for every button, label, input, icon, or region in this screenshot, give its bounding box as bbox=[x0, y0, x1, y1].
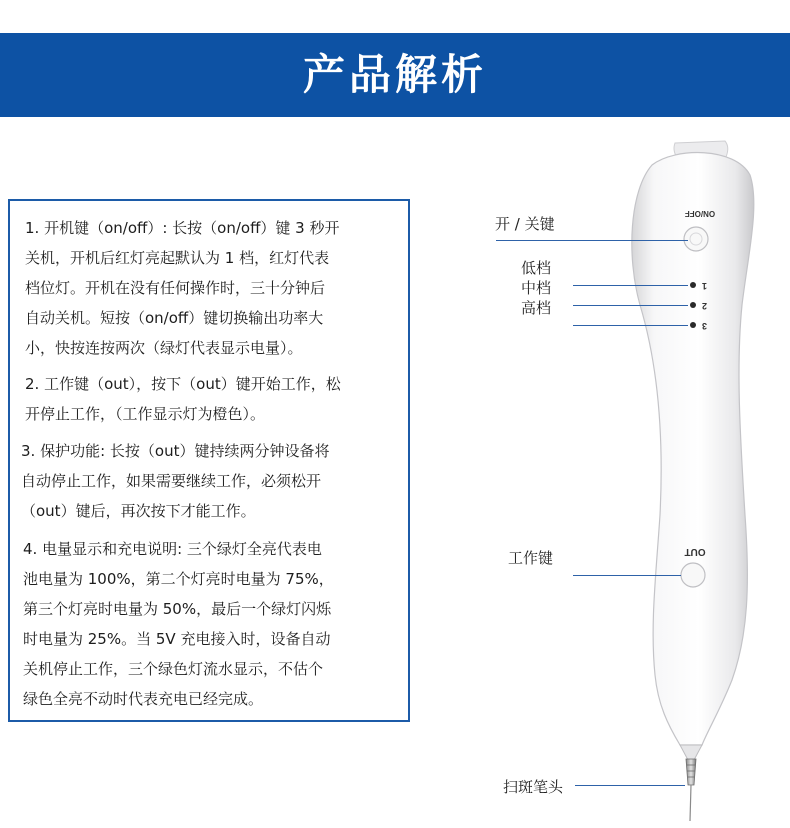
pen-device-illustration bbox=[560, 135, 770, 825]
level-mark-3: 3 bbox=[701, 321, 707, 331]
leader-line-level-2 bbox=[573, 305, 688, 306]
leader-line-tip bbox=[575, 785, 685, 786]
text-line: 3. 保护功能: 长按（out）键持续两分钟设备将 bbox=[21, 442, 330, 460]
leader-line-power bbox=[496, 240, 688, 241]
callout-power-key: 开 / 关键 bbox=[495, 215, 555, 233]
callout-work-key: 工作键 bbox=[508, 549, 554, 567]
text-line: 第三个灯亮时电量为 50%，最后一个绿灯闪烁 bbox=[23, 600, 332, 618]
level-mark-1: 1 bbox=[701, 281, 707, 291]
header-banner bbox=[0, 33, 790, 117]
paragraph-power-key bbox=[25, 213, 339, 363]
level-led-2 bbox=[690, 302, 696, 308]
callout-pen-tip: 扫斑笔头 bbox=[503, 778, 564, 796]
text-line: 时电量为 25%。当 5V 充电接入时，设备自动 bbox=[23, 630, 331, 648]
text-line: 档位灯。开机在没有任何操作时，三十分钟后 bbox=[25, 279, 326, 297]
text-line: 2. 工作键（out），按下（out）键开始工作，松 bbox=[25, 375, 341, 393]
text-line: 自动关机。短按（on/off）键切换输出功率大 bbox=[25, 309, 324, 327]
text-line: （out）键后，再次按下才能工作。 bbox=[21, 502, 256, 520]
leader-line-work bbox=[573, 575, 681, 576]
power-button-label: ON/OFF bbox=[684, 209, 716, 218]
leader-line-level-1 bbox=[573, 285, 688, 286]
leader-line-level-3 bbox=[573, 325, 688, 326]
text-line: 1. 开机键（on/off）: 长按（on/off）键 3 秒开 bbox=[25, 219, 340, 237]
text-line: 自动停止工作，如果需要继续工作，必须松开 bbox=[21, 472, 322, 490]
pen-tip-cone bbox=[680, 745, 702, 760]
text-line: 关机，开机后红灯亮起默认为 1 档，红灯代表 bbox=[25, 249, 330, 267]
paragraph-battery bbox=[23, 534, 334, 714]
text-line: 4. 电量显示和充电说明: 三个绿灯全亮代表电 bbox=[23, 540, 322, 558]
callout-high-level: 高档 bbox=[521, 299, 552, 317]
work-button-label: OUT bbox=[684, 546, 706, 557]
power-button[interactable] bbox=[684, 227, 708, 251]
callout-low-level: 低档 bbox=[521, 259, 552, 277]
text-line: 关机停止工作，三个绿色灯流水显示，不估个 bbox=[23, 660, 324, 678]
work-button[interactable] bbox=[681, 563, 705, 587]
pen-metal-tip bbox=[686, 759, 696, 785]
paragraph-protection bbox=[21, 436, 329, 526]
callout-mid-level: 中档 bbox=[521, 279, 552, 297]
pen-needle bbox=[690, 785, 691, 821]
text-line: 池电量为 100%，第二个灯亮时电量为 75%， bbox=[23, 570, 334, 588]
level-led-1 bbox=[690, 282, 696, 288]
text-line: 小，快按连按两次（绿灯代表显示电量）。 bbox=[25, 339, 303, 357]
description-box bbox=[8, 199, 410, 722]
page-title: 产品解析 bbox=[302, 50, 487, 99]
text-line: 绿色全亮不动时代表充电已经完成。 bbox=[23, 690, 264, 708]
level-mark-2: 2 bbox=[701, 301, 707, 311]
paragraph-work-key bbox=[25, 369, 341, 429]
text-line: 开停止工作，（工作显示灯为橙色）。 bbox=[25, 405, 266, 423]
level-led-3 bbox=[690, 322, 696, 328]
